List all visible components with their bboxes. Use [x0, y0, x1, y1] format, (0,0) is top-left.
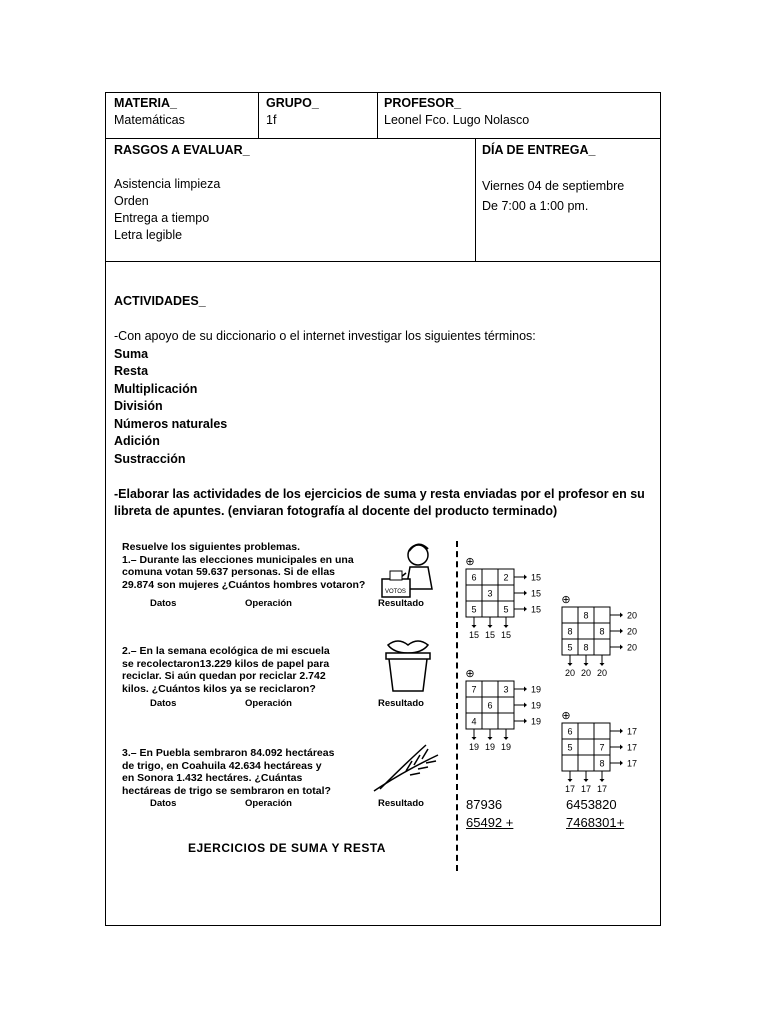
- entrega-hours: De 7:00 a 1:00 pm.: [482, 199, 589, 213]
- row-target: 19: [530, 684, 542, 695]
- row-arrow-head: [524, 591, 527, 596]
- problem-line: 29.874 son mujeres ¿Cuántos hombres votaron?: [122, 578, 366, 591]
- col-arrow-head: [600, 663, 605, 666]
- row-divider: [106, 261, 660, 262]
- square-cell-value: 4: [471, 716, 477, 727]
- square-cell: [482, 713, 498, 729]
- actividades-section: [114, 293, 654, 521]
- square-cell: [594, 723, 610, 739]
- ballot-box-text: VOTOS: [385, 589, 406, 595]
- row-arrow-head: [620, 645, 623, 650]
- col-arrow-head: [472, 625, 477, 628]
- square-cell-value: 3: [487, 588, 493, 599]
- square-cell-value: 5: [471, 604, 477, 615]
- problem-line: reciclar. Si aún quedan por reciclar 2.742: [122, 670, 326, 682]
- problem-line: 3.– En Puebla sembraron 84.092 hectáreas: [122, 747, 335, 759]
- wheat-illustration: [370, 741, 442, 795]
- col-arrow-head: [472, 737, 477, 740]
- row-target: 19: [530, 700, 542, 711]
- operacion-label: Operación: [245, 598, 292, 609]
- materia-cell: [114, 95, 185, 129]
- square-cell: [466, 697, 482, 713]
- worksheet-footer: EJERCICIOS DE SUMA Y RESTA: [188, 841, 386, 855]
- rasgo-item: Letra legible: [114, 228, 183, 242]
- col-arrow-head: [568, 663, 573, 666]
- problem-line: comuna votan 59.637 personas. Si de ellas: [122, 566, 336, 578]
- datos-label: Datos: [150, 798, 177, 809]
- exercise-worksheet: [118, 541, 650, 871]
- profesor-cell: [384, 95, 529, 129]
- profesor-label: PROFESOR_: [384, 96, 462, 110]
- sum-bottom-number: 65492 +: [466, 815, 514, 830]
- row-arrow-head: [620, 745, 623, 750]
- col-target: 19: [468, 742, 480, 752]
- entrega-cell: [482, 142, 624, 216]
- operacion-label: Operación: [245, 798, 292, 809]
- sum-bottom-number: 7468301+: [566, 815, 625, 830]
- grupo-cell: [266, 95, 319, 129]
- plus-sign: ⊕: [561, 594, 571, 606]
- problem-line: 1.– Durante las elecciones municipales en una: [122, 553, 354, 566]
- magic-squares: [462, 555, 650, 794]
- term-item: Suma: [114, 346, 149, 361]
- worksheet-heading: Resuelve los siguientes problemas.: [122, 541, 300, 553]
- row-target: 17: [626, 742, 638, 753]
- col-target: 19: [500, 742, 512, 752]
- row-arrow-head: [620, 629, 623, 634]
- square-cell-value: 7: [599, 742, 605, 753]
- dashed-divider: [456, 541, 458, 871]
- row-target: 17: [626, 758, 638, 769]
- term-item: Adición: [114, 434, 160, 448]
- row-target: 17: [626, 726, 638, 737]
- paper-basket-illustration: [380, 639, 436, 697]
- row-arrow-head: [524, 703, 527, 708]
- square-cell-value: 2: [503, 572, 509, 583]
- row-arrow-head: [524, 575, 527, 580]
- row-arrow-head: [524, 607, 527, 612]
- square-cell: [498, 713, 514, 729]
- problem-line: se recolectaron13.229 kilos de papel para: [122, 657, 330, 670]
- square-cell: [498, 697, 514, 713]
- square-cell: [578, 623, 594, 639]
- rasgos-cell: [114, 142, 250, 244]
- datos-label: Datos: [150, 698, 177, 709]
- resultado-label: Resultado: [378, 698, 424, 709]
- square-cell: [594, 607, 610, 623]
- col-arrow-head: [568, 779, 573, 782]
- profesor-value: Leonel Fco. Lugo Nolasco: [384, 113, 530, 127]
- actividades-title: ACTIVIDADES_: [114, 294, 206, 308]
- square-cell-value: 7: [471, 684, 477, 695]
- rasgo-item: Asistencia limpieza: [114, 177, 221, 191]
- term-item: División: [114, 399, 163, 413]
- col-target: 15: [484, 630, 496, 640]
- square-cell-value: 8: [567, 626, 573, 637]
- col-target: 20: [596, 668, 608, 678]
- col-target: 17: [564, 784, 576, 794]
- term-item: Resta: [114, 364, 149, 378]
- square-cell-value: 5: [567, 742, 573, 753]
- row-target: 15: [530, 572, 542, 583]
- square-cell-value: 3: [503, 684, 509, 695]
- square-cell-value: 6: [487, 700, 493, 711]
- datos-label: Datos: [150, 598, 177, 609]
- row-target: 15: [530, 588, 542, 599]
- square-cell: [482, 681, 498, 697]
- col-target: 15: [468, 630, 480, 640]
- actividades-instruction: -Elaborar las actividades de los ejercicios de suma y resta enviadas por el profesor en su libreta de apuntes. (enviaran fotografía al docente del producto terminado): [114, 486, 645, 518]
- resultado-label: Resultado: [378, 798, 424, 809]
- col-target: 20: [580, 668, 592, 678]
- entrega-day: Viernes 04 de septiembre: [482, 179, 625, 193]
- square-cell-value: 6: [471, 572, 477, 583]
- square-cell-value: 8: [599, 758, 605, 769]
- col-arrow-head: [488, 737, 493, 740]
- sum-top-number: 87936: [466, 797, 503, 812]
- square-cell: [482, 569, 498, 585]
- square-cell-value: 5: [567, 642, 573, 653]
- row-divider: [106, 138, 660, 139]
- col-divider: [258, 93, 259, 138]
- rasgo-item: Orden: [114, 194, 149, 208]
- square-cell: [594, 639, 610, 655]
- col-arrow-head: [584, 779, 589, 782]
- row-target: 15: [530, 604, 542, 615]
- square-cell: [466, 585, 482, 601]
- row-arrow-head: [524, 687, 527, 692]
- square-cell: [578, 723, 594, 739]
- entrega-label: DÍA DE ENTREGA_: [482, 143, 596, 157]
- row-target: 20: [626, 610, 638, 621]
- col-target: 20: [564, 668, 576, 678]
- term-item: Sustracción: [114, 451, 186, 466]
- square-cell: [578, 739, 594, 755]
- square-cell-value: 8: [599, 626, 605, 637]
- col-target: 17: [580, 784, 592, 794]
- materia-label: MATERIA_: [114, 96, 177, 110]
- square-cell-value: 8: [583, 642, 589, 653]
- term-item: Números naturales: [114, 416, 228, 431]
- operacion-label: Operación: [245, 698, 292, 709]
- resultado-label: Resultado: [378, 598, 424, 609]
- plus-sign: ⊕: [465, 668, 475, 680]
- square-cell-value: 5: [503, 604, 509, 615]
- grupo-value: 1f: [266, 113, 277, 127]
- boy-voting-illustration: [376, 541, 440, 603]
- row-arrow-head: [620, 729, 623, 734]
- problem-line: en Sonora 1.432 hectáres. ¿Cuántas: [122, 772, 303, 784]
- square-cell: [578, 755, 594, 771]
- col-arrow-head: [504, 625, 509, 628]
- sum-top-number: 6453820: [566, 797, 617, 812]
- col-arrow-head: [600, 779, 605, 782]
- grupo-label: GRUPO_: [266, 96, 319, 110]
- col-target: 15: [500, 630, 512, 640]
- actividades-intro: -Con apoyo de su diccionario o el internet investigar los siguientes términos:: [114, 329, 536, 343]
- col-arrow-head: [584, 663, 589, 666]
- rasgos-label: RASGOS A EVALUAR_: [114, 143, 250, 157]
- square-cell: [562, 607, 578, 623]
- row-target: 20: [626, 626, 638, 637]
- col-target: 19: [484, 742, 496, 752]
- square-cell: [498, 585, 514, 601]
- plus-sign: ⊕: [561, 710, 571, 722]
- worksheet-page: [105, 92, 661, 926]
- square-cell: [562, 755, 578, 771]
- problem-line: hectáreas de trigo se sembraron en total?: [122, 784, 331, 797]
- row-arrow-head: [620, 613, 623, 618]
- row-arrow-head: [620, 761, 623, 766]
- col-arrow-head: [504, 737, 509, 740]
- term-item: Multiplicación: [114, 381, 198, 396]
- row-arrow-head: [524, 719, 527, 724]
- problem-line: kilos. ¿Cuántos kilos ya se reciclaron?: [122, 682, 316, 695]
- col-arrow-head: [488, 625, 493, 628]
- row-target: 19: [530, 716, 542, 727]
- square-cell-value: 8: [583, 610, 589, 621]
- plus-sign: ⊕: [465, 556, 475, 568]
- materia-value: Matemáticas: [114, 113, 185, 127]
- col-divider: [475, 138, 476, 261]
- square-cell-value: 6: [567, 726, 573, 737]
- square-cell: [482, 601, 498, 617]
- col-divider: [377, 93, 378, 138]
- col-target: 17: [596, 784, 608, 794]
- rasgo-item: Entrega a tiempo: [114, 211, 210, 225]
- row-target: 20: [626, 642, 638, 653]
- problem-line: 2.– En la semana ecológica de mi escuela: [122, 645, 330, 657]
- problem-line: de trigo, en Coahuila 42.634 hectáreas y: [122, 759, 322, 772]
